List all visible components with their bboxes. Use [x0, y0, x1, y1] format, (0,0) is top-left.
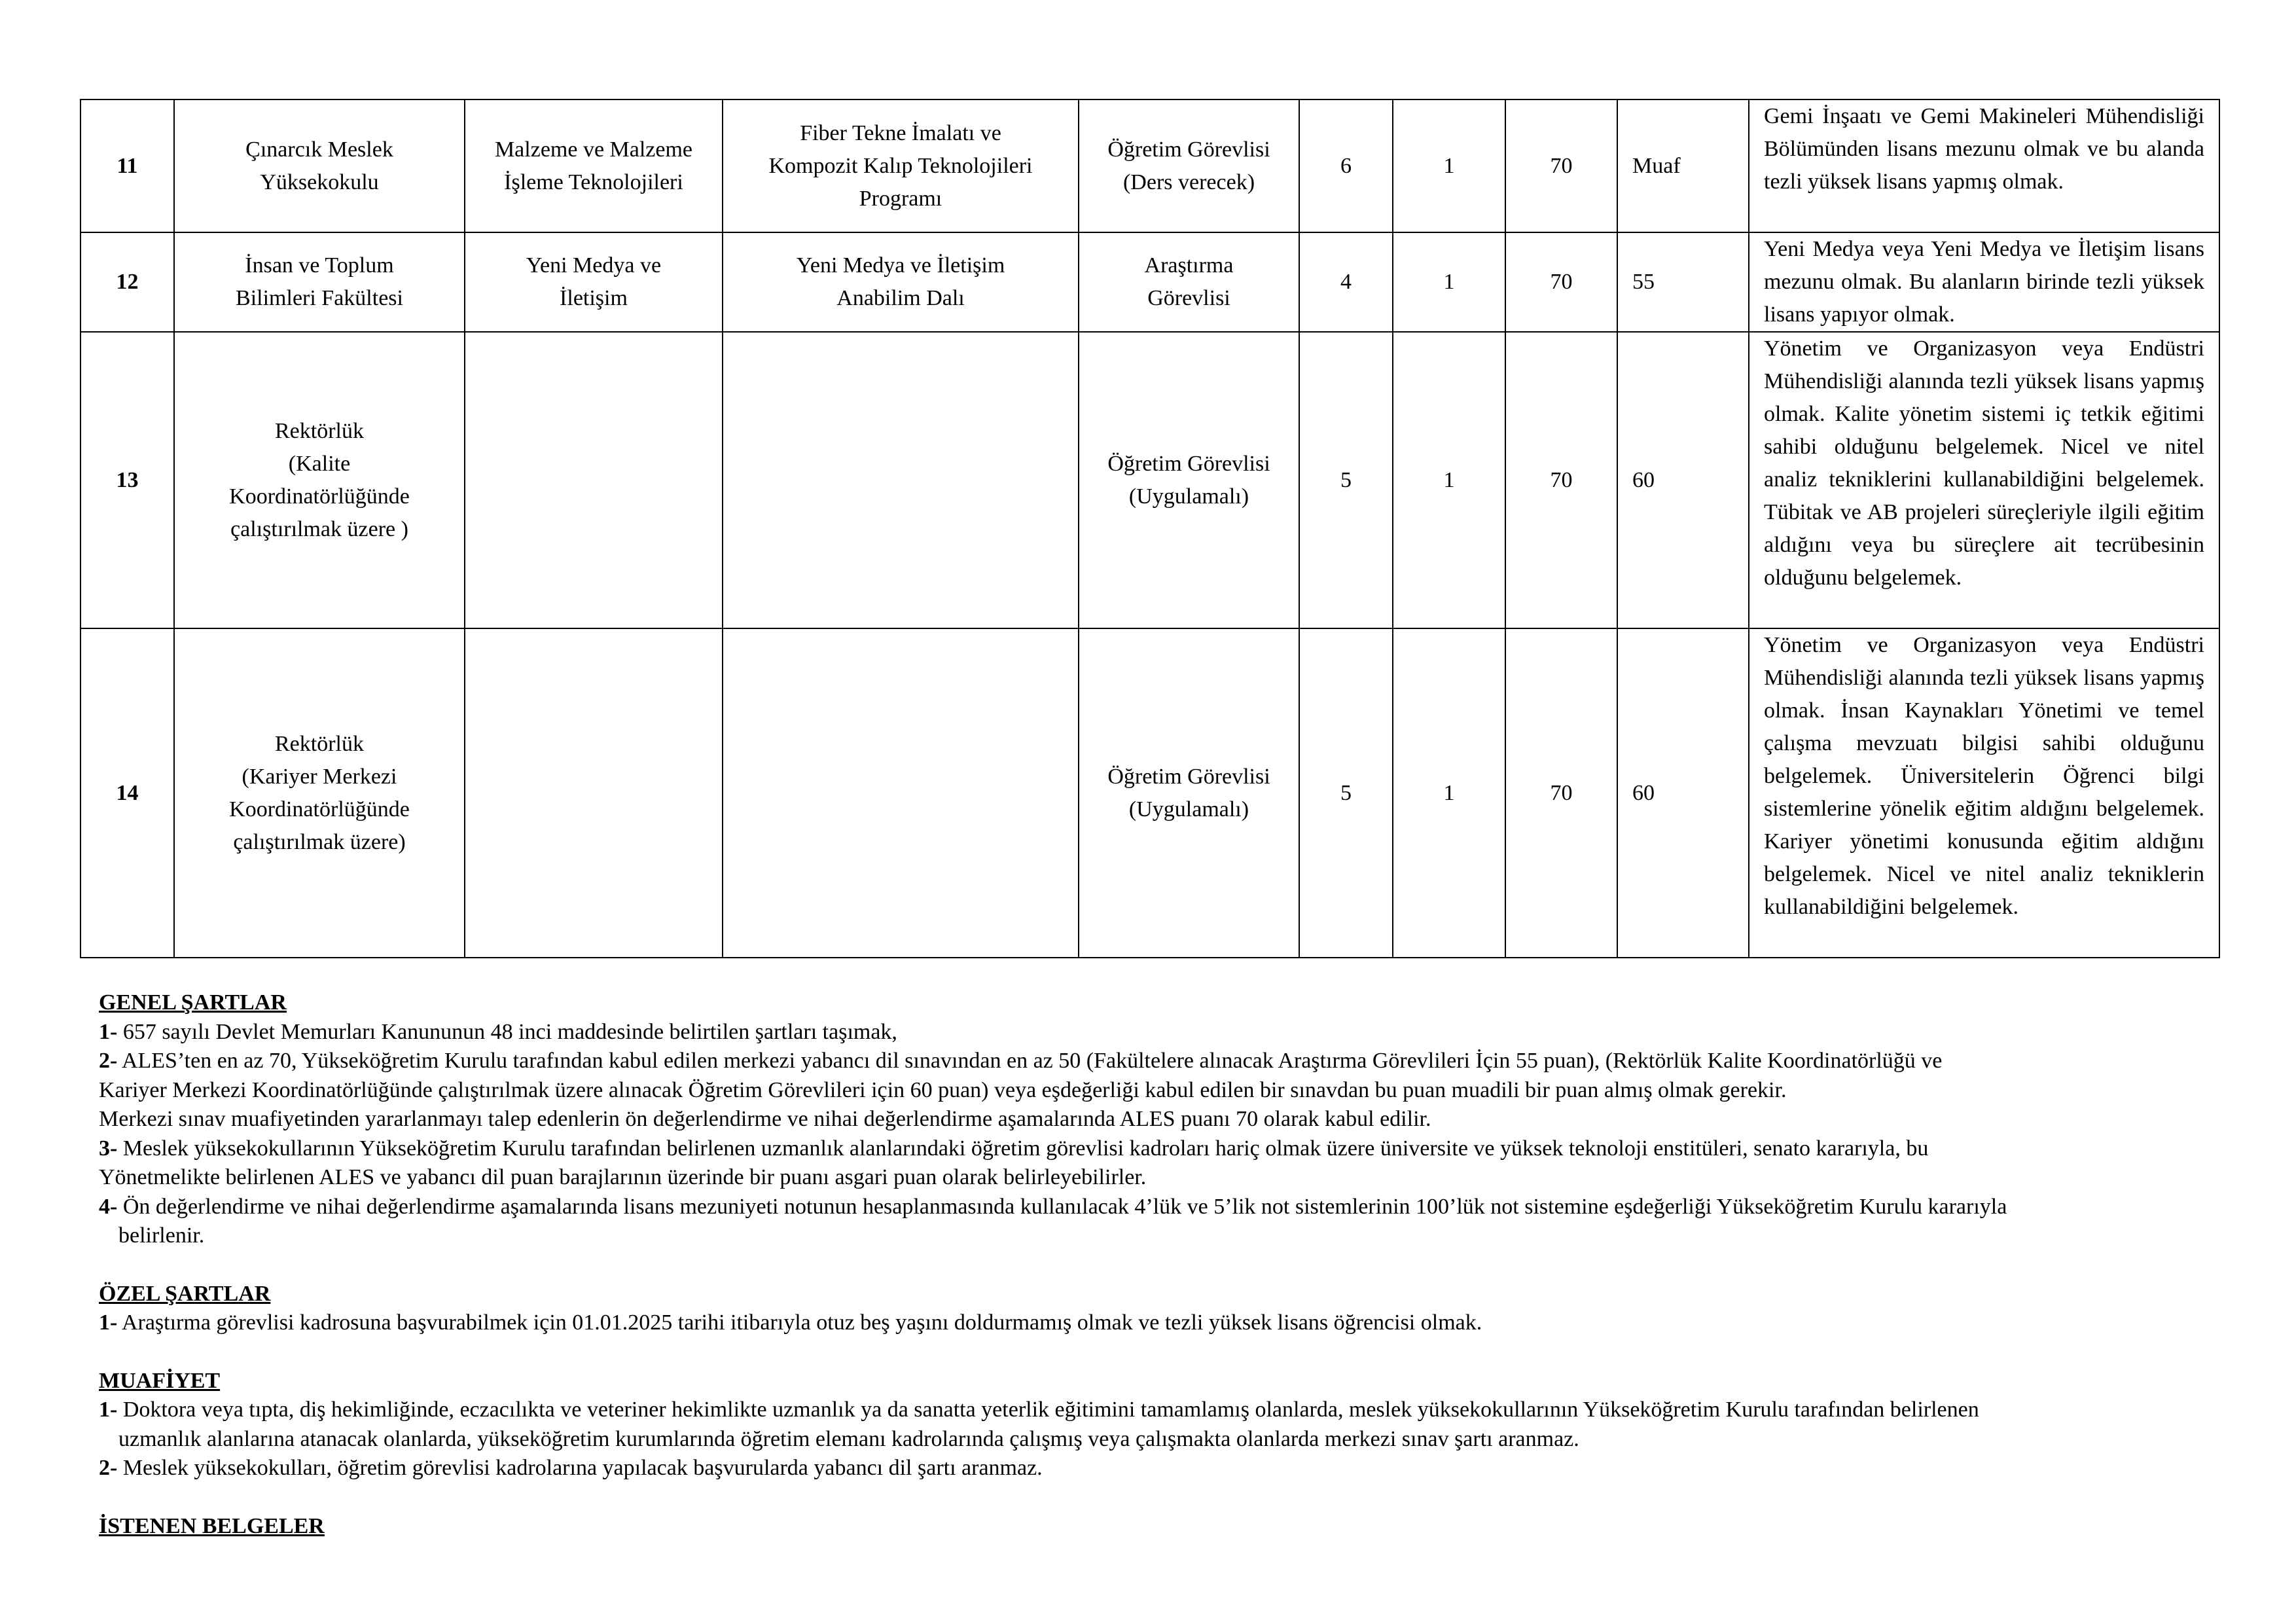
- count-cell: 1: [1393, 232, 1505, 332]
- general-condition-number: 3-: [99, 1136, 118, 1161]
- department-cell: [465, 332, 723, 628]
- required-documents-heading: İSTENEN BELGELER: [99, 1513, 325, 1538]
- language-cell: 60: [1617, 332, 1749, 628]
- unit_lines-line: çalıştırılmak üzere ): [230, 516, 408, 541]
- requirement-cell: [1749, 332, 2219, 628]
- exemption-number: 1-: [99, 1398, 118, 1422]
- unit-cell: [174, 232, 465, 332]
- program-cell: [723, 99, 1079, 232]
- exemption-text: Doktora veya tıpta, diş hekimliğinde, eczacılıkta ve veteriner hekimlikte uzmanlık ya da sanatta yeterlik eğitimini tamamlamış olanlarda, meslek yüksekokullarının Yükseköğretim Kurulu tarafından belirlenen: [122, 1398, 1979, 1422]
- department-cell: [465, 232, 723, 332]
- general-condition-text: Meslek yüksekokullarının Yükseköğretim Kurulu tarafından belirlenen uzmanlık alanlarındaki öğretim görevlisi kadroları hariç olmak üzere üniversite ve yüksek teknoloji enstitüleri, senato kararıyla, bu: [122, 1136, 1929, 1161]
- count-cell: 1: [1393, 99, 1505, 232]
- general-condition-line: [99, 1163, 2226, 1193]
- general-condition-text: Yönetmelikte belirlenen ALES ve yabancı dil puan barajlarının üzerinde bir puanı asgari puan olarak belirleyebilirler.: [99, 1165, 1147, 1189]
- unit-cell: [174, 99, 465, 232]
- general-condition-line: [99, 1047, 2226, 1076]
- table-body: [81, 99, 2219, 958]
- table-row: [81, 232, 2219, 332]
- exemption-list: [99, 1396, 2226, 1483]
- department-cell: [465, 99, 723, 232]
- program_lines-line: Programı: [859, 186, 942, 211]
- row-number: 14: [81, 628, 174, 958]
- title_lines-line: Öğretim Görevlisi: [1107, 137, 1270, 162]
- ales-cell: 70: [1505, 628, 1617, 958]
- language-cell: Muaf: [1617, 99, 1749, 232]
- requirement-cell: [1749, 232, 2219, 332]
- exemption-text: Meslek yüksekokulları, öğretim görevlisi kadrolarına yapılacak başvurularda yabancı dil şartı aranmaz.: [122, 1456, 1043, 1480]
- language-cell: 60: [1617, 628, 1749, 958]
- exemption-text: uzmanlık alanlarına atanacak olanlarda, yükseköğretim kurumlarında öğretim elemanı kadrolarında çalışmış veya çalışmakta olanlarda merkezi sınav şartı aranmaz.: [118, 1426, 1579, 1451]
- requirement-text: Yönetim ve Organizasyon veya Endüstri Mühendisliği alanında tezli yüksek lisans yapmış olmak. İnsan Kaynakları Yönetimi ve temel çalışma mevzuatı bilgisi sahibi olduğunu belgelemek. Üniversitelerin Öğrenci bilgi sistemlerine yönelik eğitim aldığını belgelemek. Kariyer yönetimi konusunda eğitim aldığını belgelemek. Nicel ve nitel analiz tekniklerin kullanabildiğini belgelemek.: [1764, 633, 2204, 919]
- general-condition-number: 2-: [99, 1049, 118, 1073]
- special-conditions-heading: ÖZEL ŞARTLAR: [99, 1281, 271, 1306]
- program_lines-line: Kompozit Kalıp Teknolojileri: [768, 153, 1033, 178]
- degree-cell: 4: [1299, 232, 1393, 332]
- unit_lines-line: Çınarcık Meslek: [245, 137, 393, 162]
- general-condition-text: 657 sayılı Devlet Memurları Kanununun 48 inci maddesinde belirtilen şartları taşımak,: [122, 1019, 897, 1044]
- general-condition-text: Kariyer Merkezi Koordinatörlüğünde çalıştırılmak üzere alınacak Öğretim Görevlileri için 60 puan) veya eşdeğerliği kabul edilen bir sınavdan bu puan muadili bir puan almış olmak gerekir.: [99, 1077, 1787, 1102]
- requirement-text: Yönetim ve Organizasyon veya Endüstri Mühendisliği alanında tezli yüksek lisans yapmış olmak. Kalite yönetim sistemi iç tetkik eğitimi sahibi olduğunu belgelemek. Nicel ve nitel analiz tekniklerini kullanabildiğini belgelemek. Tübitak ve AB projeleri süreçleriyle ilgili eğitim aldığını veya bu süreçlere ait tecrübesinin olduğunu belgelemek.: [1764, 336, 2204, 590]
- conditions-section: [99, 988, 2226, 1541]
- title_lines-line: Görevlisi: [1147, 286, 1230, 310]
- program-cell: [723, 628, 1079, 958]
- table-row: [81, 99, 2219, 232]
- language-cell: 55: [1617, 232, 1749, 332]
- unit-cell: [174, 332, 465, 628]
- table-row: [81, 628, 2219, 958]
- general-condition-line: [99, 1018, 2226, 1047]
- department_lines-line: İşleme Teknolojileri: [504, 170, 683, 194]
- requirement-cell: [1749, 628, 2219, 958]
- department_lines-line: Malzeme ve Malzeme: [494, 137, 693, 162]
- row-number: 11: [81, 99, 174, 232]
- unit_lines-line: Koordinatörlüğünde: [229, 797, 410, 821]
- unit_lines-line: İnsan ve Toplum: [245, 253, 394, 278]
- exemption-heading: MUAFİYET: [99, 1368, 221, 1393]
- program_lines-line: Yeni Medya ve İletişim: [796, 253, 1005, 278]
- general-conditions-heading: GENEL ŞARTLAR: [99, 990, 287, 1015]
- title-cell: [1079, 99, 1299, 232]
- exemption-line: [99, 1425, 2226, 1454]
- unit_lines-line: (Kalite: [288, 451, 351, 476]
- exemption-line: [99, 1396, 2226, 1425]
- general-condition-line: [99, 1134, 2226, 1164]
- degree-cell: 5: [1299, 628, 1393, 958]
- degree-cell: 5: [1299, 332, 1393, 628]
- program-cell: [723, 232, 1079, 332]
- count-cell: 1: [1393, 628, 1505, 958]
- ales-cell: 70: [1505, 332, 1617, 628]
- unit_lines-line: Bilimleri Fakültesi: [236, 286, 403, 310]
- title-cell: [1079, 628, 1299, 958]
- special-condition-line: [99, 1308, 2226, 1338]
- general-condition-line: [99, 1105, 2226, 1134]
- general-conditions-list: [99, 1018, 2226, 1251]
- requirement-text: Yeni Medya veya Yeni Medya ve İletişim lisans mezunu olmak. Bu alanların birinde tezli yüksek lisans yapıyor olmak.: [1764, 237, 2204, 327]
- row-number: 12: [81, 232, 174, 332]
- title_lines-line: Öğretim Görevlisi: [1107, 764, 1270, 789]
- special-condition-number: 1-: [99, 1310, 118, 1335]
- table-row: [81, 332, 2219, 628]
- general-condition-text: belirlenir.: [118, 1223, 205, 1248]
- department_lines-line: İletişim: [560, 286, 628, 310]
- department-cell: [465, 628, 723, 958]
- general-condition-text: Ön değerlendirme ve nihai değerlendirme aşamalarında lisans mezuniyeti notunun hesaplanmasında kullanılacak 4’lük ve 5’lik not sistemlerinin 100’lük not sistemine eşdeğerliği Yükseköğretim Kurulu kararıyla: [122, 1194, 2007, 1219]
- unit_lines-line: Yüksekokulu: [260, 170, 379, 194]
- title_lines-line: (Uygulamalı): [1128, 797, 1249, 821]
- title_lines-line: (Uygulamalı): [1128, 484, 1249, 509]
- positions-table: [80, 99, 2220, 958]
- unit_lines-line: çalıştırılmak üzere): [233, 829, 406, 854]
- unit_lines-line: (Kariyer Merkezi: [242, 764, 397, 789]
- special-conditions-list: [99, 1308, 2226, 1338]
- title_lines-line: (Ders verecek): [1122, 170, 1255, 194]
- department_lines-line: Yeni Medya ve: [526, 253, 662, 278]
- title-cell: [1079, 332, 1299, 628]
- ales-cell: 70: [1505, 232, 1617, 332]
- general-condition-text: Merkezi sınav muafiyetinden yararlanmayı talep edenlerin ön değerlendirme ve nihai değerlendirme aşamalarında ALES puanı 70 olarak kabul edilir.: [99, 1107, 1431, 1131]
- row-number: 13: [81, 332, 174, 628]
- program_lines-line: Fiber Tekne İmalatı ve: [800, 120, 1001, 145]
- program_lines-line: Anabilim Dalı: [836, 286, 965, 310]
- special-condition-text: Araştırma görevlisi kadrosuna başvurabilmek için 01.01.2025 tarihi itibarıyla otuz beş yaşını doldurmamış olmak ve tezli yüksek lisans öğrencisi olmak.: [121, 1310, 1482, 1335]
- title_lines-line: Araştırma: [1144, 253, 1234, 278]
- requirement-text: Gemi İnşaatı ve Gemi Makineleri Mühendisliği Bölümünden lisans mezunu olmak ve bu alanda tezli yüksek lisans yapmış olmak.: [1764, 104, 2204, 194]
- general-condition-line: [99, 1193, 2226, 1222]
- program-cell: [723, 332, 1079, 628]
- unit_lines-line: Rektörlük: [275, 731, 364, 756]
- unit-cell: [174, 628, 465, 958]
- exemption-number: 2-: [99, 1456, 118, 1480]
- ales-cell: 70: [1505, 99, 1617, 232]
- general-condition-line: [99, 1221, 2226, 1251]
- title_lines-line: Öğretim Görevlisi: [1107, 451, 1270, 476]
- general-condition-line: [99, 1076, 2226, 1106]
- general-condition-number: 4-: [99, 1194, 118, 1219]
- degree-cell: 6: [1299, 99, 1393, 232]
- unit_lines-line: Koordinatörlüğünde: [229, 484, 410, 509]
- unit_lines-line: Rektörlük: [275, 418, 364, 443]
- title-cell: [1079, 232, 1299, 332]
- general-condition-number: 1-: [99, 1019, 118, 1044]
- exemption-line: [99, 1454, 2226, 1483]
- general-condition-text: ALES’ten en az 70, Yükseköğretim Kurulu tarafından kabul edilen merkezi yabancı dil sınavından en az 50 (Fakültelere alınacak Araştırma Görevlileri İçin 55 puan), (Rektörlük Kalite Koordinatörlüğü ve: [121, 1049, 1943, 1073]
- count-cell: 1: [1393, 332, 1505, 628]
- requirement-cell: [1749, 99, 2219, 232]
